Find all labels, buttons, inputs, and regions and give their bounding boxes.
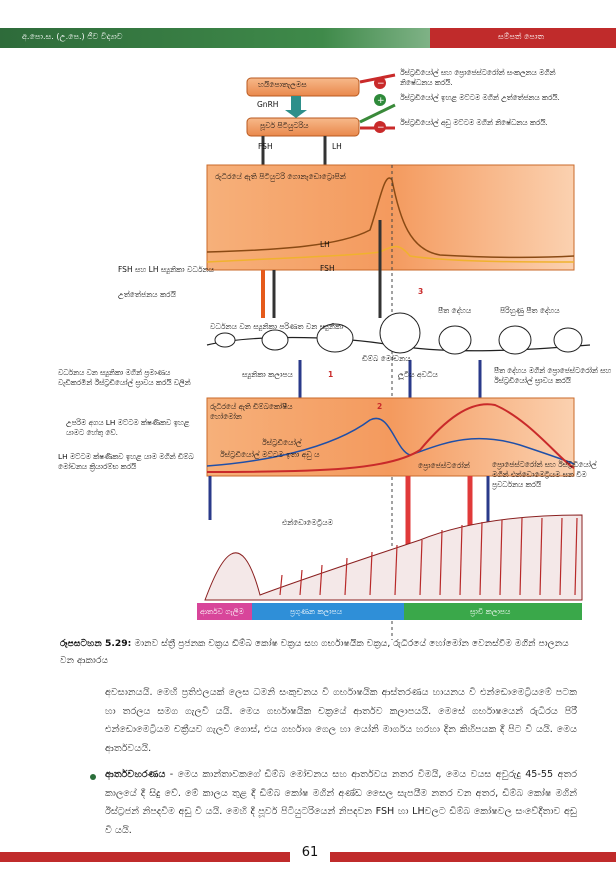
endometrium-label: එන්ඩොමෙට්‍රියම xyxy=(282,518,333,527)
caption-text: මානව ස්ත්‍රී ප්‍රජනක චක්‍රය ඩිම්බ කෝෂ චක්‍රය සහ ගර්භාෂයික චක්‍රය, රුධිරයේ හෝමෝන වෙනස්වීම මගින් පාලනය වන ආකාරය xyxy=(60,638,569,666)
body-paragraph: අවසානයයි. මෙහි ප්‍රතිඵලයක් ලෙස ධමනි සංකුචනය වී ගර්භාෂයික ආස්තරණය හායනය වී එන්ඩොමෙට්‍රියමේ පටක හා තරලය සමග ගැලවී යයි. මෙය ගර්භාෂයික චක්‍රයේ ආර්තව කලාපයයි. මෙසේ ගර්භාෂයෙන් රුධිරය පිරී එන්ඩොමෙට්‍රියම චක්‍රීයව ගැලවී ගොස්, එය ගර්භාශ ගෙල හා යෝනි මාර්ගය හරහා දින කිහිපයක දී පිට වී යයි. මෙය ආර්තවයයි. xyxy=(105,687,577,754)
proliferative-phase-label: ප්‍රගුණන කලාපය xyxy=(290,607,343,616)
bullet-term: ආර්තවහරණය xyxy=(105,769,166,780)
step-1-marker: 1 xyxy=(328,370,334,379)
corpus-luteum-shape-2 xyxy=(499,326,531,354)
left-note-1: වර්ධනය වන ස්‍යූනිකා මගින් ප්‍රමාණය වැඩිකරමින් ඊස්ට්‍රඩියෝල් ස්‍රාවය කරයි වලින් xyxy=(58,368,191,387)
right-note-2: ප්‍රොජෙස්ටරෝන් සහ ඊස්ට්‍රඩියෝල් මගින් එන්ඩොමෙට්‍රියම සන වීම ප්‍රවර්ධනය කරයි xyxy=(492,460,597,489)
caption-label: රූපසටහන 5.29: xyxy=(60,638,132,649)
ovarian-panel-title: රුධිරයේ ඇති ඩිම්බකෝෂීය හෝමෝන xyxy=(210,402,293,421)
fsh-lh-note: FSH සහ LH ස්‍යූනිකා වර්ධනය xyxy=(118,265,214,274)
progesterone-label: ප්‍රොජෙස්ටරෝන් xyxy=(418,461,470,470)
page-number: 61 xyxy=(301,845,319,860)
footer-bar-right xyxy=(330,852,616,862)
ovulation-label: ඩිම්බ මෝචනය xyxy=(362,354,411,363)
svg-text:+: + xyxy=(377,96,385,106)
header-subject: අ.පො.ස. (උ.පෙ.) ජීව විද්‍යාව xyxy=(22,32,123,41)
gnrh-label: GnRH xyxy=(257,100,279,109)
menstrual-phase-label: ආර්තව ගැලීම xyxy=(200,607,244,616)
gnrh-arrow xyxy=(285,96,307,118)
feedback-note-1: ඊස්ට්‍රඩියෝල් සහ ප්‍රොජෙස්ටරෝන් සංකලනය මගින් නිෂේධනය කරයි. xyxy=(400,68,556,87)
left-note-3: LH මට්ටම ක්ෂණිකව ඉහළ යාම මගින් ඩිම්බ මෝචනය ක්‍රියාරම්භ කරයි xyxy=(58,452,194,471)
luteal-phase-label: ලූටීය අවධිය xyxy=(398,370,438,379)
gonadotropin-panel-title: රුධිරයේ ඇති පිටියුටරි ගොනැඩොට්‍රොපින් xyxy=(215,172,346,181)
svg-text:−: − xyxy=(377,123,385,133)
endometrium-shape xyxy=(205,515,582,600)
feedback-arrow-2 xyxy=(360,105,395,122)
right-note-1: පීත දේහය මගින් ප්‍රොජෙස්ටරෝන් සහ ඊස්ට්‍රඩියෝල් ස්‍රාවය කරයි xyxy=(494,366,612,385)
header-resource-book: සම්පත් පොත xyxy=(498,32,544,41)
follicular-phase-label: ස්‍යූනිකා කලාපය xyxy=(242,370,293,379)
follicle-ovulating xyxy=(380,313,420,353)
feedback-note-2: ඊස්ට්‍රඩියෝල් ඉහළ මට්ටම මගින් උත්තේජනය කරයි. xyxy=(400,93,560,102)
bullet-text: - මෙය කාන්තාවකගේ ඩිම්බ මෝචනය සහ ආර්තවය නතර වීමයි, මෙය වයස අවුරුදු 45-55 අතර කාලයේ දී සිදු වේ. මේ කාලය තුළ දී ඩිම්බ කෝෂ මගින් අණ්ඩ සෛල සැපයීම නතර වන අතර, ඩිම්බ කෝෂ මගින් ඊස්ට්‍රජන් නිපදවීම අඩු වී යයි. මෙහි දී පූර්ව පිටියුටරියෙන් නිපදවන FSH හා LHවලට ඩිම්බ කෝෂවල සංවේදීතාව අඩු වී යයි. xyxy=(105,769,577,836)
figure-caption xyxy=(60,635,570,669)
fsh-curve-label: FSH xyxy=(320,264,335,273)
degenerating-corpus-label: පිරිහුණු පීත දේහය xyxy=(500,306,560,315)
corpus-luteum-label: පීත දේහය xyxy=(438,306,472,315)
follicle-stages-label: වර්ධනය වන ස්‍යූනිකා පරිණත වන ස්‍යූනිකා xyxy=(210,322,344,331)
estradiol-label: ඊස්ට්‍රඩියෝල් xyxy=(262,438,302,447)
stimulate-note: උත්තේජනය කරයි xyxy=(118,290,176,299)
svg-text:−: − xyxy=(377,79,385,89)
feedback-note-3: ඊස්ට්‍රඩියෝල් අඩු මට්ටම මගින් නිෂේධනය කරයි. xyxy=(400,118,548,127)
bullet-item xyxy=(105,766,577,840)
left-note-2: උපරිම අගය LH මට්ටම ක්ෂණිකව ඉහළ යාමට හේතු වේ. xyxy=(66,418,190,437)
estradiol-low-note: ඊස්ට්‍රඩියෝල් මට්ටම ඉතා අඩු ය xyxy=(220,450,320,459)
secretory-phase-label: ස්‍රාවී කලාපය xyxy=(470,607,511,616)
footer-bar-left xyxy=(0,852,290,862)
fsh-label: FSH xyxy=(258,142,273,151)
bullet-dot-icon xyxy=(90,774,96,780)
lh-curve-label: LH xyxy=(320,240,330,249)
follicle-1 xyxy=(215,333,235,347)
step-2-marker: 2 xyxy=(377,402,383,411)
pituitary-label: පූර්ව පිටියුටරිය xyxy=(260,121,309,130)
hypothalamus-label: හයිපොතැලමස xyxy=(258,80,307,89)
degenerating-corpus xyxy=(554,328,582,352)
corpus-luteum-shape xyxy=(439,326,471,354)
follicle-2 xyxy=(262,330,288,350)
step-3-marker: 3 xyxy=(418,287,424,296)
lh-label: LH xyxy=(332,142,342,151)
